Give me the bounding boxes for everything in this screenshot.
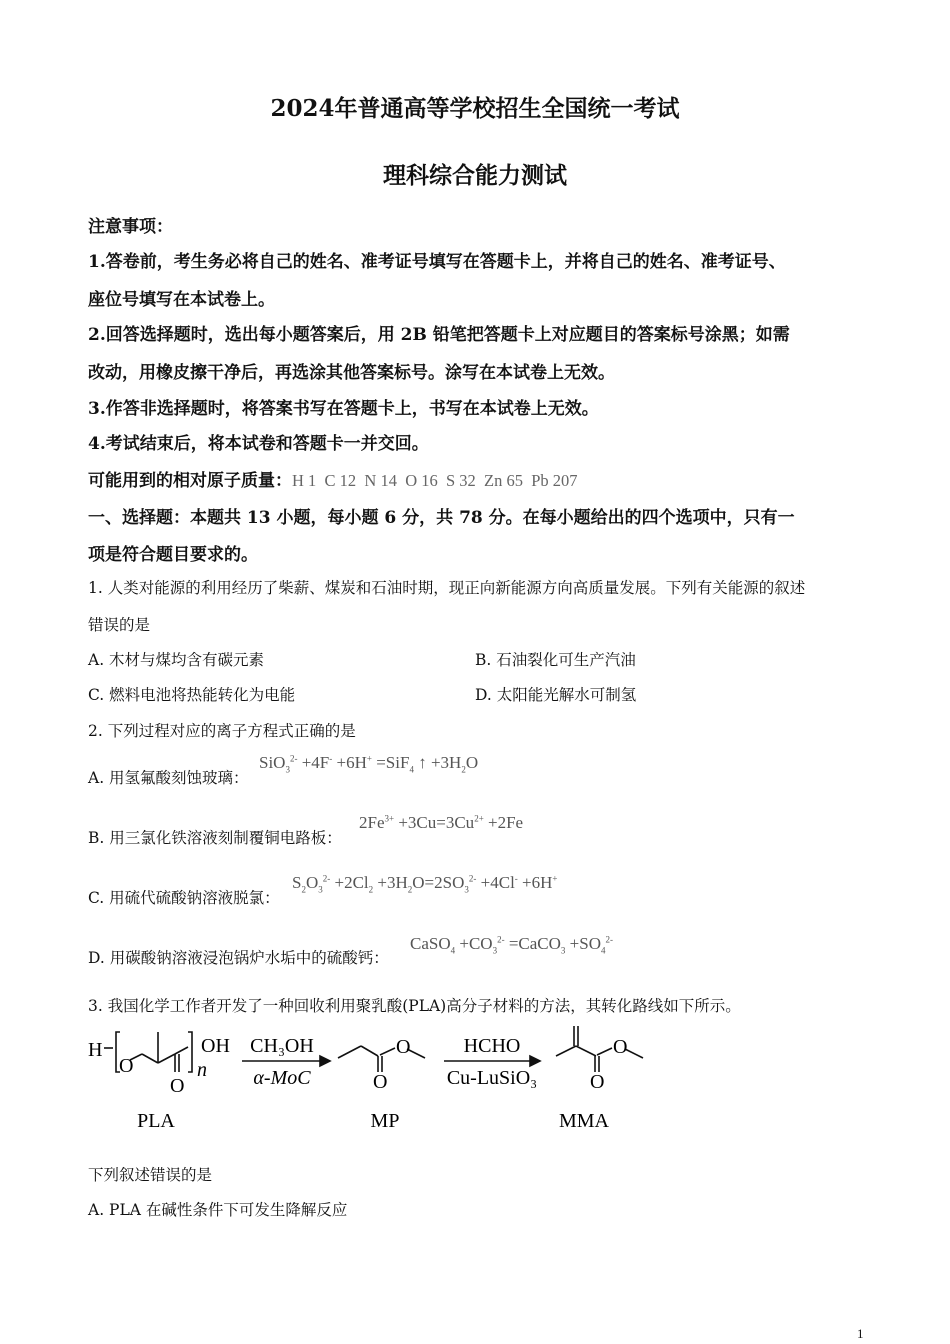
mp-structure	[338, 1046, 425, 1072]
atomic-masses-label: 可能用到的相对原子质量：	[88, 471, 292, 491]
pla-structure	[104, 1032, 192, 1072]
q2-option-a-label: A. 用氢氟酸刻蚀玻璃：	[88, 769, 249, 787]
notice-item-4: 4.考试结束后，将本试卷和答题卡一并交回。	[88, 434, 429, 454]
pla-oh-group: OH	[201, 1035, 230, 1057]
reagent-2-top: HCHO	[463, 1035, 521, 1057]
pla-ester-oxygen: O	[119, 1055, 134, 1077]
q2-option-d-label: D. 用碳酸钠溶液浸泡锅炉水垢中的硫酸钙：	[88, 949, 389, 967]
section-heading-line-2: 项是符合题目要求的。	[88, 545, 258, 565]
pla-carbonyl-oxygen: O	[170, 1075, 185, 1097]
q1-stem-line-2: 错误的是	[88, 616, 151, 634]
q1-option-d: D. 太阳能光解水可制氢	[475, 686, 637, 704]
q2-option-c-equation: $S_2O_3^{2-} +2Cl_2 +3H_2O=2SO_3^{2-} +4Cl^- +6H^+$	[292, 873, 558, 895]
q1-stem-line-1: 1. 人类对能源的利用经历了柴薪、煤炭和石油时期，现正向新能源方向高质量发展。下列有关能源的叙述	[88, 579, 806, 597]
label-pla: PLA	[137, 1110, 175, 1132]
reagent-1-bottom: α-MoC	[253, 1067, 311, 1089]
mp-carbonyl-oxygen: O	[373, 1071, 388, 1093]
q2-stem: 2. 下列过程对应的离子方程式正确的是	[88, 722, 356, 740]
arrow-1	[242, 1056, 330, 1066]
mma-carbonyl-oxygen: O	[590, 1071, 605, 1093]
notice-item-2-line-2: 改动，用橡皮擦干净后，再选涂其他答案标号。涂写在本试卷上无效。	[88, 363, 615, 383]
notice-item-3: 3.作答非选择题时，将答案书写在答题卡上，书写在本试卷上无效。	[88, 399, 599, 419]
q1-option-b: B. 石油裂化可生产汽油	[475, 651, 636, 669]
mma-ester-oxygen: O	[613, 1036, 628, 1058]
q3-option-a: A. PLA 在碱性条件下可发生降解反应	[88, 1201, 348, 1219]
label-mma: MMA	[558, 1110, 610, 1132]
page-subtitle: 理科综合能力测试	[383, 162, 567, 189]
q3-stem: 3. 我国化学工作者开发了一种回收利用聚乳酸(PLA)高分子材料的方法，其转化路线如下所示。	[88, 997, 741, 1015]
page-number: 1	[857, 1326, 864, 1341]
pla-repeat-n: n	[197, 1059, 207, 1081]
atomic-masses-values: H 1 C 12 N 14 O 16 S 32 Zn 65 Pb 207	[292, 471, 578, 490]
reagent-2-bottom: Cu-LuSiO₃	[446, 1067, 538, 1089]
q1-option-c: C. 燃料电池将热能转化为电能	[88, 686, 296, 704]
q1-option-a: A. 木材与煤均含有碳元素	[88, 651, 265, 669]
notice-item-1-line-2: 座位号填写在本试卷上。	[88, 290, 275, 310]
notice-heading: 注意事项：	[88, 217, 173, 237]
mp-ester-oxygen: O	[396, 1036, 411, 1058]
mma-structure	[556, 1026, 643, 1072]
pla-h-atom: H	[88, 1039, 103, 1061]
q2-option-b-label: B. 用三氯化铁溶液刻制覆铜电路板：	[88, 829, 342, 847]
q2-option-d-equation: CaSO$_4$ $+CO_3^{2-}$ =CaCO$_3$ $+SO_4^{2-}$	[410, 934, 613, 956]
q2-option-c-label: C. 用硫代硫酸钠溶液脱氯：	[88, 889, 280, 907]
page-title: 2024年普通高等学校招生全国统一考试	[270, 95, 680, 122]
q2-option-a-equation: SiO$_3^{2-}$ +4F- +6H+ =SiF$_4$ ↑ $+3H_2O$	[259, 753, 479, 775]
q3-question: 下列叙述错误的是	[88, 1166, 213, 1184]
notice-item-1-line-1: 1.答卷前，考生务必将自己的姓名、准考证号填写在答题卡上，并将自己的姓名、准考证号、	[88, 252, 786, 272]
q2-option-b-equation: $2Fe^{3+} +3Cu=3Cu^{2+} +2Fe$	[359, 813, 524, 832]
notice-item-2-line-1: 2.回答选择题时，选出每小题答案后，用 2B 铅笔把答题卡上对应题目的答案标号涂黑；如需	[88, 325, 790, 345]
reagent-1-top: CH₃OH	[250, 1035, 314, 1057]
label-mp: MP	[370, 1110, 400, 1132]
arrow-2	[444, 1056, 540, 1066]
atomic-masses-line	[88, 466, 578, 491]
section-heading-line-1: 一、选择题：本题共 13 小题，每小题 6 分，共 78 分。在每小题给出的四个选项中，只有一	[88, 508, 795, 528]
pla-conversion-scheme	[80, 1020, 660, 1140]
